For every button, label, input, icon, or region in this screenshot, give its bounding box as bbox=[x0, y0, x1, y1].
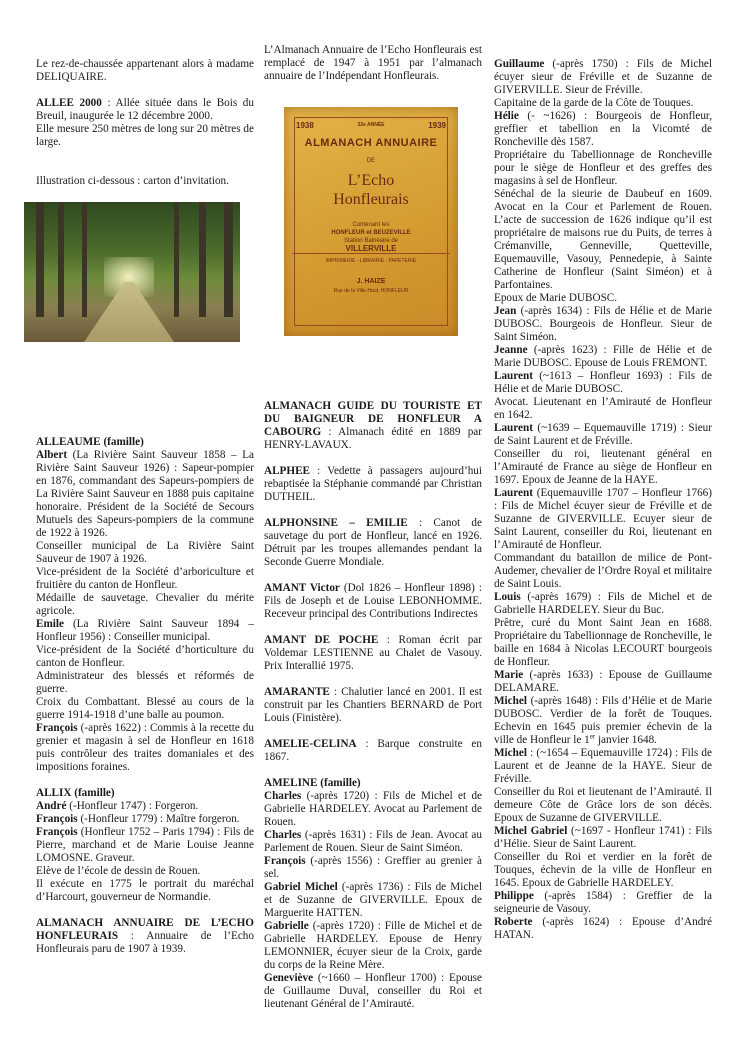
entry-marie: Marie (-après 1633) : Epouse de Guillaume DELAMARE. bbox=[494, 669, 712, 694]
entry-amant-victor: AMANT Victor (Dol 1826 – Honfleur 1898) : Fils de Joseph et de Louise LEBONHOMME. Receveur principal des Contributions Indirectes bbox=[264, 582, 482, 620]
entry-amelie-celina: AMELIE-CELINA : Barque construite en 1867. bbox=[264, 738, 482, 763]
person-name: Albert bbox=[36, 449, 68, 461]
person-name: Laurent bbox=[494, 487, 533, 499]
paragraph: Epoux de Marie DUBOSC. bbox=[494, 292, 618, 304]
person-name: François bbox=[264, 855, 306, 867]
paragraph: Médaille de sauvetage. Chevalier du mérite agricole. bbox=[36, 592, 254, 617]
entry-heading: ALMANACH ANNUAIRE DE L’ECHO HONFLEURAIS bbox=[36, 917, 254, 942]
paragraph: L’Almanach Annuaire de l’Echo Honfleurais est remplacé de 1947 à 1951 par l’almanach annuaire de l’Indépendant Honfleurais. bbox=[264, 44, 482, 82]
person-name: Michel bbox=[494, 695, 527, 707]
cover-title-main: L’Echo Honfleurais bbox=[333, 172, 409, 208]
entry-laurent-1: Laurent (~1613 – Honfleur 1693) : Fils de Hélie et de Marie DUBOSC. bbox=[494, 370, 712, 395]
entry-genevieve: Geneviève (~1660 – Honfleur 1700) : Epouse de Guillaume Duval, conseiller du Roi et lieutenant Général de l’Amirauté. bbox=[264, 972, 482, 1010]
person-name: François bbox=[36, 813, 78, 825]
person-name: Laurent bbox=[494, 370, 533, 382]
entry-emile: Emile (La Rivière Saint Sauveur 1894 – Honfleur 1956) : Conseiller municipal. bbox=[36, 618, 254, 643]
column-middle bbox=[264, 44, 482, 1011]
paragraph: Elle mesure 250 mètres de long sur 20 mètres de large. bbox=[36, 123, 254, 148]
column-right bbox=[494, 58, 712, 942]
entry-jean: Jean (-après 1634) : Fils de Hélie et de Marie DUBOSC. Bourgeois de Honfleur. Sieur de Saint Siméon. bbox=[494, 305, 712, 343]
person-name: Roberte bbox=[494, 916, 533, 928]
entry-alphee: ALPHEE : Vedette à passagers aujourd’hui rebaptisée la Stéphanie commandé par Christian DUTHEIL. bbox=[264, 465, 482, 503]
entry-heading: ALLEE 2000 bbox=[36, 97, 102, 109]
paragraph: Commandant du bataillon de milice de Pont-Audemer, chevalier de l’Ordre Royal et militaire de Saint Louis. bbox=[494, 552, 712, 590]
entry-michel-2: Michel : (~1654 – Equemauville 1724) : Fils de Laurent et de Jeanne de la HAYE. Sieur de Fréville. bbox=[494, 747, 712, 785]
paragraph: Vice-président de la Société d’arboriculture et fruitière du canton de Honfleur. bbox=[36, 566, 254, 591]
paragraph: Il exécute en 1775 le portrait du maréchal d’Harcourt, gouverneur de Normandie. bbox=[36, 878, 254, 903]
entry-heading: ALLIX (famille) bbox=[36, 787, 115, 799]
entry-amant-de-poche: AMANT DE POCHE : Roman écrit par Voldemar LESTIENNE au Chalet de Vasouy. Prix Interallié 1975. bbox=[264, 634, 482, 672]
paragraph: Capitaine de la garde de la Côte de Touques. bbox=[494, 97, 694, 109]
person-name: Hélie bbox=[494, 110, 519, 122]
entry-heading: AMELIE-CELINA bbox=[264, 738, 357, 750]
entry-alphonsine: ALPHONSINE – EMILIE : Canot de sauvetage du port de Honfleur, lancé en 1926. Détruit par les troupes allemandes pendant la Seconde Guerre Mondiale. bbox=[264, 517, 482, 568]
paragraph: Prêtre, curé du Mont Saint Jean en 1688. Propriétaire du Tabellionnage de Roncheville, le baille en 1684 à Nicolas LECOURT bourgeois de Honfleur. bbox=[494, 617, 712, 668]
person-name: Jeanne bbox=[494, 344, 528, 356]
cover-year: 1938 bbox=[296, 121, 314, 130]
entry-andre: André (-Honfleur 1747) : Forgeron. bbox=[36, 800, 199, 812]
cover-edition: 32e ANNÉE bbox=[357, 122, 385, 128]
cover-text: IMPRIMERIE - LIBRAIRIE - PAPETERIE bbox=[292, 253, 450, 265]
paragraph: Elève de l’école de dessin de Rouen. bbox=[36, 865, 201, 877]
entry-heading: ALMANACH GUIDE DU TOURISTE ET DU BAIGNEUR DE HONFLEUR A CABOURG bbox=[264, 400, 482, 438]
entry-almanach-guide: ALMANACH GUIDE DU TOURISTE ET DU BAIGNEUR DE HONFLEUR A CABOURG : Almanach édité en 1889 par HENRY-LAVAUX. bbox=[264, 400, 482, 451]
paragraph: Sénéchal de la sieurie de Daubeuf en 1609. Avocat en la Cour et Parlement de Rouen. L’acte de succession de 1626 indique qu’il est propriétaire de maisons rue du Puits, de terres à Crémanville, Genneville, Quetteville, Equemauville, Vasouy, Pennedepie, à Sainte Catherine de Honfleur (Saint Siméon) et à Parfontaines. bbox=[494, 188, 712, 291]
entry-charles-2: Charles (-après 1631) : Fils de Jean. Avocat au Parlement de Rouen. Sieur de Saint Siméon. bbox=[264, 829, 482, 854]
entry-gabriel-michel: Gabriel Michel (-après 1736) : Fils de Michel et de Suzanne de GIVERVILLE. Epoux de Marguerite HATTEN. bbox=[264, 881, 482, 919]
cover-subtitle: Contenant les HONFLEUR et BEUZEVILLE Station Balnéaire de VILLERVILLE bbox=[331, 222, 411, 253]
paragraph: Le rez-de-chaussée appartenant alors à madame DELIQUAIRE. bbox=[36, 58, 254, 83]
entry-almanach-annuaire: ALMANACH ANNUAIRE DE L’ECHO HONFLEURAIS : Annuaire de l’Echo Honfleurais paru de 1907 à 1939. bbox=[36, 917, 254, 955]
person-name: Guillaume bbox=[494, 58, 545, 70]
person-name: Gabrielle bbox=[264, 920, 309, 932]
cover-year: 1939 bbox=[428, 121, 446, 130]
entry-roberte: Roberte (-après 1624) : Epouse d’André HATAN. bbox=[494, 916, 712, 941]
entry-philippe: Philippe (-après 1584) : Greffier de la seigneurie de Vasouy. bbox=[494, 890, 712, 915]
entry-heading: ALPHONSINE – EMILIE bbox=[264, 517, 408, 529]
entry-gabrielle: Gabrielle (-après 1720) : Fille de Michel et de Gabrielle HARDELEY. Epouse de Henry LEMONNIER, écuyer sieur de la Croix, garde du corps de la Reine Mère. bbox=[264, 920, 482, 971]
paragraph: Conseiller du Roi et verdier en la forêt de Touques, échevin de la ville de Honfleur en 1645. Epoux de Gabrielle HARDELEY. bbox=[494, 851, 712, 889]
entry-heading: AMANT Victor bbox=[264, 582, 340, 594]
almanach-cover-image bbox=[284, 107, 458, 336]
entry-michel-1: Michel (-après 1648) : Fils d’Hélie et de Marie DUBOSC. Verdier de la forêt de Touques. Echevin en 1645 puis premier échevin de la ville de Honfleur le 1er janvier 1648. bbox=[494, 695, 712, 746]
person-name: Philippe bbox=[494, 890, 534, 902]
cover-title: ALMANACH ANNUAIRE bbox=[304, 137, 438, 149]
person-name: François bbox=[36, 722, 78, 734]
entry-allix bbox=[36, 787, 254, 800]
person-name: Gabriel Michel bbox=[264, 881, 338, 893]
entry-heading: AMARANTE bbox=[264, 686, 330, 698]
entry-helie: Hélie (- ~1626) : Bourgeois de Honfleur, greffier et tabellion en la Vicomté de Roncheville dès 1587. bbox=[494, 110, 712, 148]
person-name: Michel bbox=[494, 747, 527, 759]
column-left bbox=[36, 58, 254, 956]
person-name: Geneviève bbox=[264, 972, 314, 984]
person-name: Emile bbox=[36, 618, 64, 630]
forest-path-photo bbox=[24, 202, 240, 342]
person-name: Laurent bbox=[494, 422, 533, 434]
entry-laurent-3: Laurent (Equemauville 1707 – Honfleur 1766) : Fils de Michel écuyer sieur de Fréville et de Suzanne de GIVERVILLE. Ecuyer sieur de Saint Laurent, conseiller du Roi, lieutenant en l’Amirauté de Honfleur. bbox=[494, 487, 712, 551]
entry-laurent-2: Laurent (~1639 – Equemauville 1719) : Sieur de Saint Laurent et de Fréville. bbox=[494, 422, 712, 447]
paragraph: Vice-président de la Société d’horticulture du canton de Honfleur. bbox=[36, 644, 254, 669]
person-name: Michel Gabriel bbox=[494, 825, 568, 837]
entry-francois: François (-après 1622) : Commis à la recette du grenier et magasin à sel de Honfleur en 1618 puis contrôleur des traites domaniales et des impositions foraines. bbox=[36, 722, 254, 773]
entry-heading: ALLEAUME (famille) bbox=[36, 436, 144, 448]
entry-jeanne: Jeanne (-après 1623) : Fille de Hélie et de Marie DUBOSC. Epouse de Louis FREMONT. bbox=[494, 344, 712, 369]
entry-allee-2000: ALLEE 2000 : Allée située dans le Bois du Breuil, inaugurée le 12 décembre 2000. bbox=[36, 97, 254, 122]
paragraph: Propriétaire du Tabellionnage de Roncheville pour le siège de Honfleur et des greffes des magasins à sel de Honfleur. bbox=[494, 149, 712, 187]
cover-text: DE bbox=[366, 158, 376, 164]
entry-guillaume: Guillaume (-après 1750) : Fils de Michel écuyer sieur de Fréville et de Suzanne de GIVERVILLE. Sieur de Fréville. bbox=[494, 58, 712, 96]
entry-heading: AMANT DE POCHE bbox=[264, 634, 379, 646]
person-name: François bbox=[36, 826, 78, 838]
person-name: Marie bbox=[494, 669, 524, 681]
paragraph: Avocat. Lieutenant en l’Amirauté de Honfleur en 1642. bbox=[494, 396, 712, 421]
entry-francois-3: François (Honfleur 1752 – Paris 1794) : Fils de Pierre, marchand et de Marie Louise Jeanne LOMOSNE. Graveur. bbox=[36, 826, 254, 864]
paragraph: Administrateur des blessés et réformés de guerre. bbox=[36, 670, 254, 695]
entry-heading: ALPHEE bbox=[264, 465, 311, 477]
entry-francois: François (-après 1556) : Greffier au grenier à sel. bbox=[264, 855, 482, 880]
person-name: André bbox=[36, 800, 67, 812]
entry-michel-gabriel: Michel Gabriel (~1697 - Honfleur 1741) : Fils d’Hélie. Sieur de Saint Laurent. bbox=[494, 825, 712, 850]
entry-ameline bbox=[264, 777, 482, 790]
entry-amarante: AMARANTE : Chalutier lancé en 2001. Il est construit par les Chantiers BERNARD de Port Louis (Finistère). bbox=[264, 686, 482, 724]
entry-alleaume bbox=[36, 436, 254, 449]
entry-charles-1: Charles (-après 1720) : Fils de Michel et de Gabrielle HARDELEY. Avocat au Parlement de Rouen. bbox=[264, 790, 482, 828]
entry-louis: Louis (-après 1679) : Fils de Michel et de Gabrielle HARDELEY. Sieur du Buc. bbox=[494, 591, 712, 616]
person-name: Charles bbox=[264, 790, 302, 802]
paragraph: Conseiller municipal de La Rivière Saint Sauveur de 1907 à 1926. bbox=[36, 540, 254, 565]
entry-francois-2: François (-Honfleur 1779) : Maître forgeron. bbox=[36, 813, 240, 825]
paragraph: Conseiller du roi, lieutenant général en l’Amirauté de France au siège de Honfleur en 1697. Epoux de Jeanne de la HAYE. bbox=[494, 448, 712, 486]
person-name: Jean bbox=[494, 305, 517, 317]
person-name: Charles bbox=[264, 829, 302, 841]
person-name: Louis bbox=[494, 591, 521, 603]
paragraph: Conseiller du Roi et lieutenant de l’Amirauté. Il demeure Côte de Grâce lors de son décès. Epoux de Suzanne de GIVERVILLE. bbox=[494, 786, 712, 824]
paragraph: Croix du Combattant. Blessé au cours de la guerre 1914-1918 d’une balle au poumon. bbox=[36, 696, 254, 721]
caption: Illustration ci-dessous : carton d’invitation. bbox=[36, 175, 229, 187]
entry-heading: AMELINE (famille) bbox=[264, 777, 361, 789]
entry-albert: Albert (La Rivière Saint Sauveur 1858 – La Rivière Saint Sauveur 1926) : Sapeur-pompier en 1876, commandant des Sapeurs-pompiers de La Rivière Saint Sauveur en 1888 puis capitaine honoraire. Président de la Société de Secours Mutuels des Sapeurs-pompiers de la commune de 1922 à 1926. bbox=[36, 449, 254, 539]
cover-publisher: J. HAIZE Rue de la Ville-Haut, HONFLEUR bbox=[333, 278, 409, 294]
